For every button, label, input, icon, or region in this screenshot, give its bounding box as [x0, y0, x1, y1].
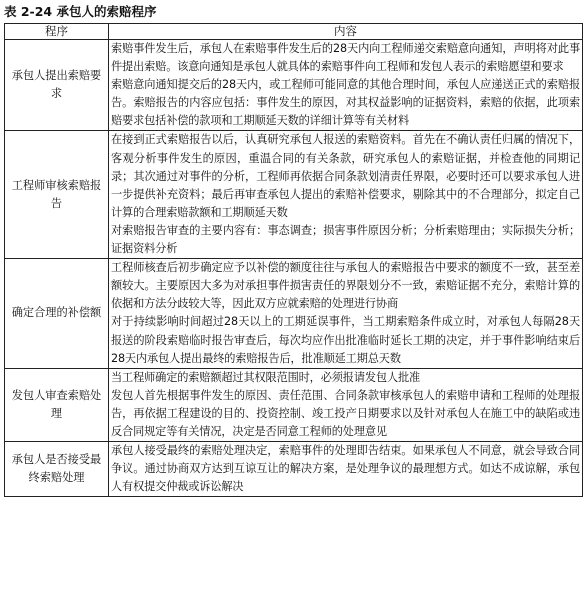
table-row	[5, 40, 583, 131]
content-paragraph: 发包人首先根据事件发生的原因、责任范围、合同条款审核承包人的索赔申请和工程师的处理报告，再依据工程建设的目的、投资控制、竣工投产日期要求以及针对承包人在施工中的缺陷或违反合同规定等有关情况，决定是否同意工程师的处理意见	[111, 388, 580, 438]
table-row	[5, 131, 583, 259]
content-cell	[109, 40, 583, 131]
content-paragraph: 在接到正式索赔报告以后，认真研究承包人报送的索赔资料。首先在不确认责任归属的情况下，客观分析事件发生的原因，重温合同的有关条款，研究承包人的索赔证据，并检查他的同期记录；其次通过对事件的分析，工程师再依据合同条款划清责任界限，必要时还可以要求承包人进一步提供补充资料；最后再审查承包人提出的索赔补偿要求，剔除其中的不合理部分，拟定自己计算的合理索赔款额和工期顺延天数	[111, 133, 580, 219]
content-cell	[109, 442, 583, 497]
content-paragraph: 对索赔报告审查的主要内容有：事态调查；损害事件原因分析；分析索赔理由；实际损失分析；证据资料分析	[111, 223, 580, 256]
content-paragraph: 对于持续影响时间超过28天以上的工期延误事件，当工期索赔条件成立时，对承包人每隔28天报送的阶段索赔临时报告审查后，每次均应作出批准临时延长工期的决定，并于事件影响结束后28天内承包人提出最终的索赔报告后，批准顺延工期总天数	[111, 315, 580, 365]
procedure-cell: 确定合理的补偿额	[5, 259, 109, 369]
header-procedure: 程序	[5, 24, 109, 40]
procedure-cell: 发包人审查索赔处理	[5, 368, 109, 441]
procedure-cell: 承包人提出索赔要求	[5, 40, 109, 131]
content-cell	[109, 259, 583, 369]
table-row	[5, 368, 583, 441]
procedure-cell: 承包人是否接受最终索赔处理	[5, 442, 109, 497]
table-row	[5, 259, 583, 369]
content-paragraph: 承包人接受最终的索赔处理决定，索赔事件的处理即告结束。如果承包人不同意，就会导致合同争议。通过协商双方达到互谅互让的解决方案，是处理争议的最理想方式。如达不成谅解，承包人有权提交仲裁或诉讼解决	[111, 444, 580, 494]
content-cell	[109, 368, 583, 441]
content-paragraph: 索赔意向通知提交后的28天内，或工程师可能同意的其他合理时间，承包人应递送正式的索赔报告。索赔报告的内容应包括：事件发生的原因，对其权益影响的证据资料，索赔的依据，此项索赔要求包括补偿的款项和工期顺延天数的详细计算等有关材料	[111, 78, 580, 128]
claim-procedure-table	[4, 23, 583, 497]
procedure-cell: 工程师审核索赔报告	[5, 131, 109, 259]
table-header-row	[5, 24, 583, 40]
content-cell	[109, 131, 583, 259]
content-paragraph: 索赔事件发生后，承包人在索赔事件发生后的28天内向工程师递交索赔意向通知，声明将对此事件提出索赔。该意向通知是承包人就具体的索赔事件向工程师和发包人表示的索赔愿望和要求	[111, 42, 580, 74]
content-paragraph: 工程师核查后初步确定应予以补偿的额度往往与承包人的索赔报告中要求的额度不一致，甚至差额较大。主要原因大多为对承担事件损害责任的界限划分不一致，索赔证据不充分，索赔计算的依据和方法分歧较大等，因此双方应就索赔的处理进行协商	[111, 261, 580, 311]
table-row	[5, 442, 583, 497]
table-caption: 表 2-24 承包人的索赔程序	[4, 4, 157, 19]
content-paragraph: 当工程师确定的索赔额超过其权限范围时，必须报请发包人批准	[111, 370, 421, 384]
header-content: 内容	[109, 24, 583, 40]
